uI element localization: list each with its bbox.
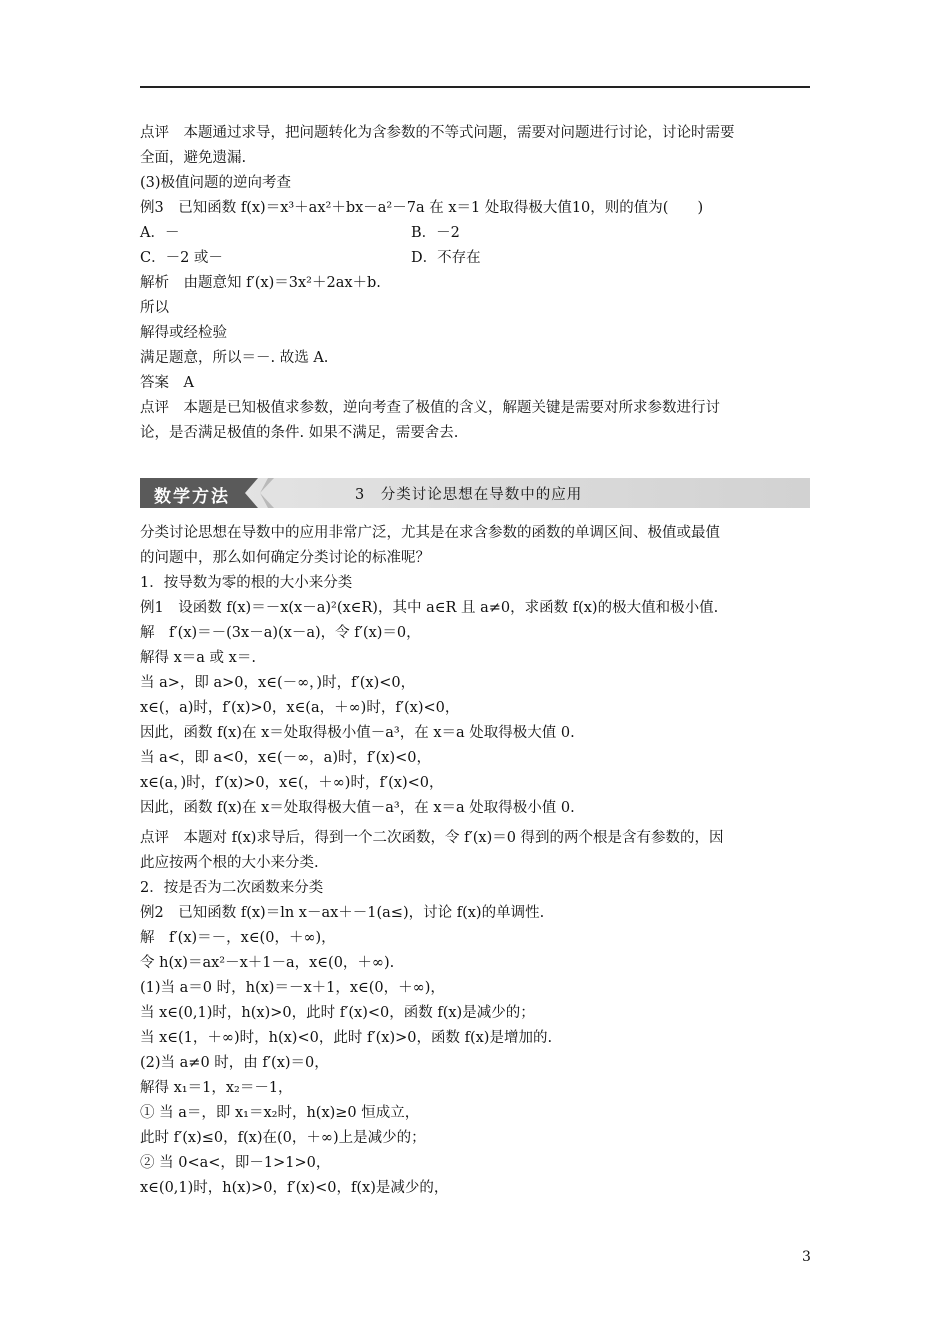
option-d: D．不存在 xyxy=(411,250,481,266)
analysis-line: 解得或经检验 xyxy=(140,325,227,341)
paragraph-line: 全面，避免遗漏. xyxy=(140,150,247,166)
section-heading: (3)极值问题的逆向考查 xyxy=(140,175,292,191)
paragraph-line: 的问题中，那么如何确定分类讨论的标准呢？ xyxy=(140,550,430,566)
subheading: 1．按导数为零的根的大小来分类 xyxy=(140,575,353,591)
page-number: 3 xyxy=(802,1249,811,1265)
solution-line: 因此，函数 f(x)在 x＝处取得极小值－a³，在 x＝a 处取得极大值 0. xyxy=(140,725,575,741)
solution-line: (2)当 a≠0 时，由 f′(x)＝0， xyxy=(140,1055,329,1071)
banner-chevron-icon xyxy=(260,478,274,508)
solution-line: 解得 x＝a 或 x＝. xyxy=(140,650,256,666)
option-b: B．－2 xyxy=(411,225,460,241)
solution-line: 当 a<，即 a<0，x∈(－∞，a)时，f′(x)<0， xyxy=(140,750,432,766)
analysis-line: 满足题意，所以＝－. 故选 A. xyxy=(140,350,329,366)
solution-line: 令 h(x)＝ax²－x＋1－a，x∈(0，＋∞). xyxy=(140,955,395,971)
solution-line: ② 当 0<a<，即－1>1>0， xyxy=(140,1155,331,1171)
paragraph-line: 分类讨论思想在导数中的应用非常广泛，尤其是在求含参数的函数的单调区间、极值或最值 xyxy=(140,525,720,541)
solution-line: x∈(0,1)时，h(x)>0，f′(x)<0，f(x)是减少的， xyxy=(140,1180,449,1196)
solution-line: 解得 x₁＝1，x₂＝－1， xyxy=(140,1080,293,1096)
solution-line: ① 当 a＝，即 x₁＝x₂时，h(x)≥0 恒成立， xyxy=(140,1105,420,1121)
solution-line: 解 f′(x)＝－(3x－a)(x－a)，令 f′(x)＝0， xyxy=(140,625,421,641)
option-c: C．－2 或－ xyxy=(140,250,223,266)
paragraph-line: 点评 本题通过求导，把问题转化为含参数的不等式问题，需要对问题进行讨论，讨论时需要 xyxy=(140,125,735,141)
comment-line: 点评 本题对 f(x)求导后，得到一个二次函数，令 f′(x)＝0 得到的两个根是含有参数的，因 xyxy=(140,830,724,846)
solution-line: x∈(a，)时，f′(x)>0，x∈(，＋∞)时，f′(x)<0， xyxy=(140,775,444,791)
header-rule xyxy=(140,86,810,88)
comment-line: 点评 本题是已知极值求参数，逆向考查了极值的含义，解题关键是需要对所求参数进行讨 xyxy=(140,400,720,416)
example-1-statement: 例1 设函数 f(x)＝－x(x－a)²(x∈R)，其中 a∈R 且 a≠0，求函数 f(x)的极大值和极小值. xyxy=(140,600,719,616)
subheading: 2．按是否为二次函数来分类 xyxy=(140,880,324,896)
option-a: A．－ xyxy=(140,225,180,241)
solution-line: 解 f′(x)＝－，x∈(0，＋∞)， xyxy=(140,930,336,946)
comment-line: 论，是否满足极值的条件. 如果不满足，需要舍去. xyxy=(140,425,459,441)
example-2-statement: 例2 已知函数 f(x)＝ln x－ax＋－1(a≤)，讨论 f(x)的单调性. xyxy=(140,905,545,921)
analysis-line: 解析 由题意知 f′(x)＝3x²＋2ax＋b. xyxy=(140,275,381,291)
example-3-statement: 例3 已知函数 f(x)＝x³＋ax²＋bx－a²－7a 在 x＝1 处取得极大值10，则的值为( ) xyxy=(140,200,704,216)
solution-line: 当 x∈(0,1)时，h(x)>0，此时 f′(x)<0，函数 f(x)是减少的； xyxy=(140,1005,535,1021)
solution-line: (1)当 a＝0 时，h(x)＝－x＋1，x∈(0，＋∞)， xyxy=(140,980,445,996)
solution-line: 因此，函数 f(x)在 x＝处取得极大值－a³，在 x＝a 处取得极小值 0. xyxy=(140,800,575,816)
answer-line: 答案 A xyxy=(140,375,194,391)
method-banner xyxy=(140,478,810,508)
solution-line: 当 a>，即 a>0，x∈(－∞，)时，f′(x)<0， xyxy=(140,675,416,691)
comment-line: 此应按两个根的大小来分类. xyxy=(140,855,319,871)
banner-tag-label: 数学方法 xyxy=(154,487,230,507)
banner-title: 3 分类讨论思想在导数中的应用 xyxy=(355,487,583,503)
solution-line: x∈(，a)时，f′(x)>0，x∈(a，＋∞)时，f′(x)<0， xyxy=(140,700,460,716)
analysis-line: 所以 xyxy=(140,300,169,316)
solution-line: 当 x∈(1，＋∞)时，h(x)<0，此时 f′(x)>0，函数 f(x)是增加的. xyxy=(140,1030,553,1046)
solution-line: 此时 f′(x)≤0，f(x)在(0，＋∞)上是减少的； xyxy=(140,1130,426,1146)
